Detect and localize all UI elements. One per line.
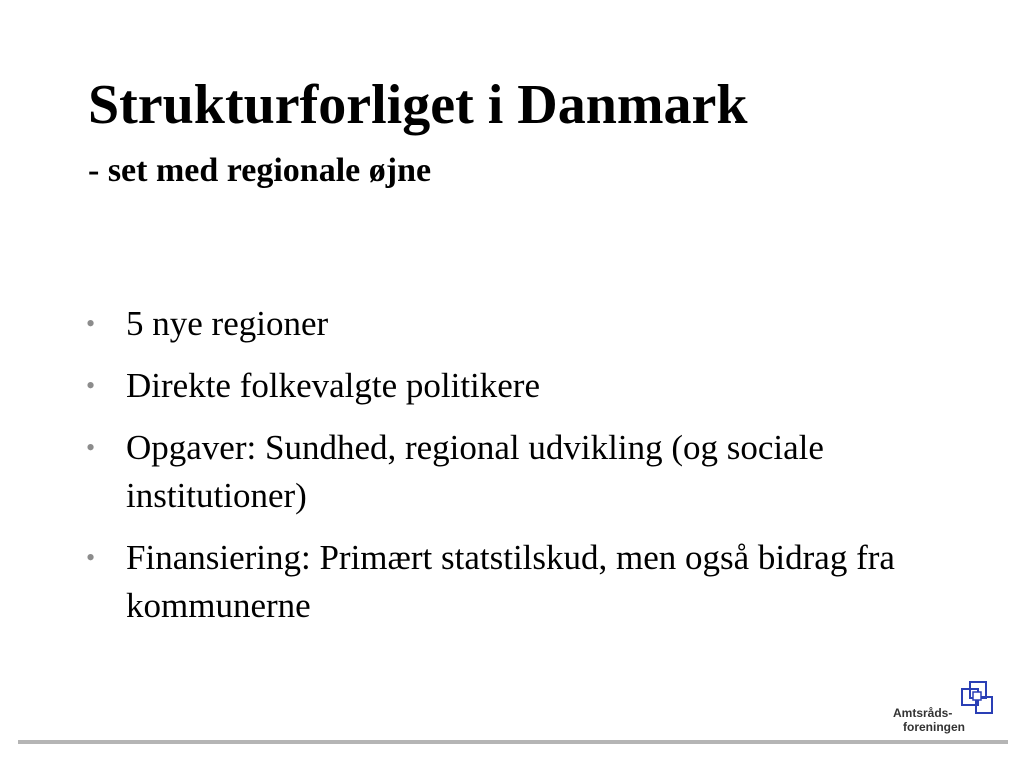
bullet-item bbox=[86, 534, 966, 630]
bullet-list bbox=[86, 300, 966, 644]
bullet-icon: • bbox=[86, 371, 96, 400]
bottom-divider bbox=[18, 740, 1008, 744]
logo-text-line1: Amtsråds- bbox=[893, 706, 953, 720]
overlapping-squares-logo-icon bbox=[959, 680, 995, 716]
logo-text bbox=[893, 706, 965, 734]
amtsraadsforeningen-logo bbox=[893, 680, 1003, 740]
bullet-item bbox=[86, 362, 966, 410]
bullet-text: Opgaver: Sundhed, regional udvikling (og sociale institutioner) bbox=[126, 428, 824, 515]
bullet-icon: • bbox=[86, 309, 96, 338]
logo-text-line2: foreningen bbox=[903, 720, 965, 734]
bullet-item bbox=[86, 424, 966, 520]
bullet-text: Finansiering: Primært statstilskud, men også bidrag fra kommunerne bbox=[126, 538, 895, 625]
bullet-text: Direkte folkevalgte politikere bbox=[126, 366, 541, 405]
slide-title: Strukturforliget i Danmark bbox=[88, 74, 748, 136]
slide-subtitle: - set med regionale øjne bbox=[88, 152, 432, 189]
bullet-text: 5 nye regioner bbox=[126, 304, 329, 343]
bullet-icon: • bbox=[86, 433, 96, 462]
bullet-item bbox=[86, 300, 966, 348]
bullet-icon: • bbox=[86, 543, 96, 572]
